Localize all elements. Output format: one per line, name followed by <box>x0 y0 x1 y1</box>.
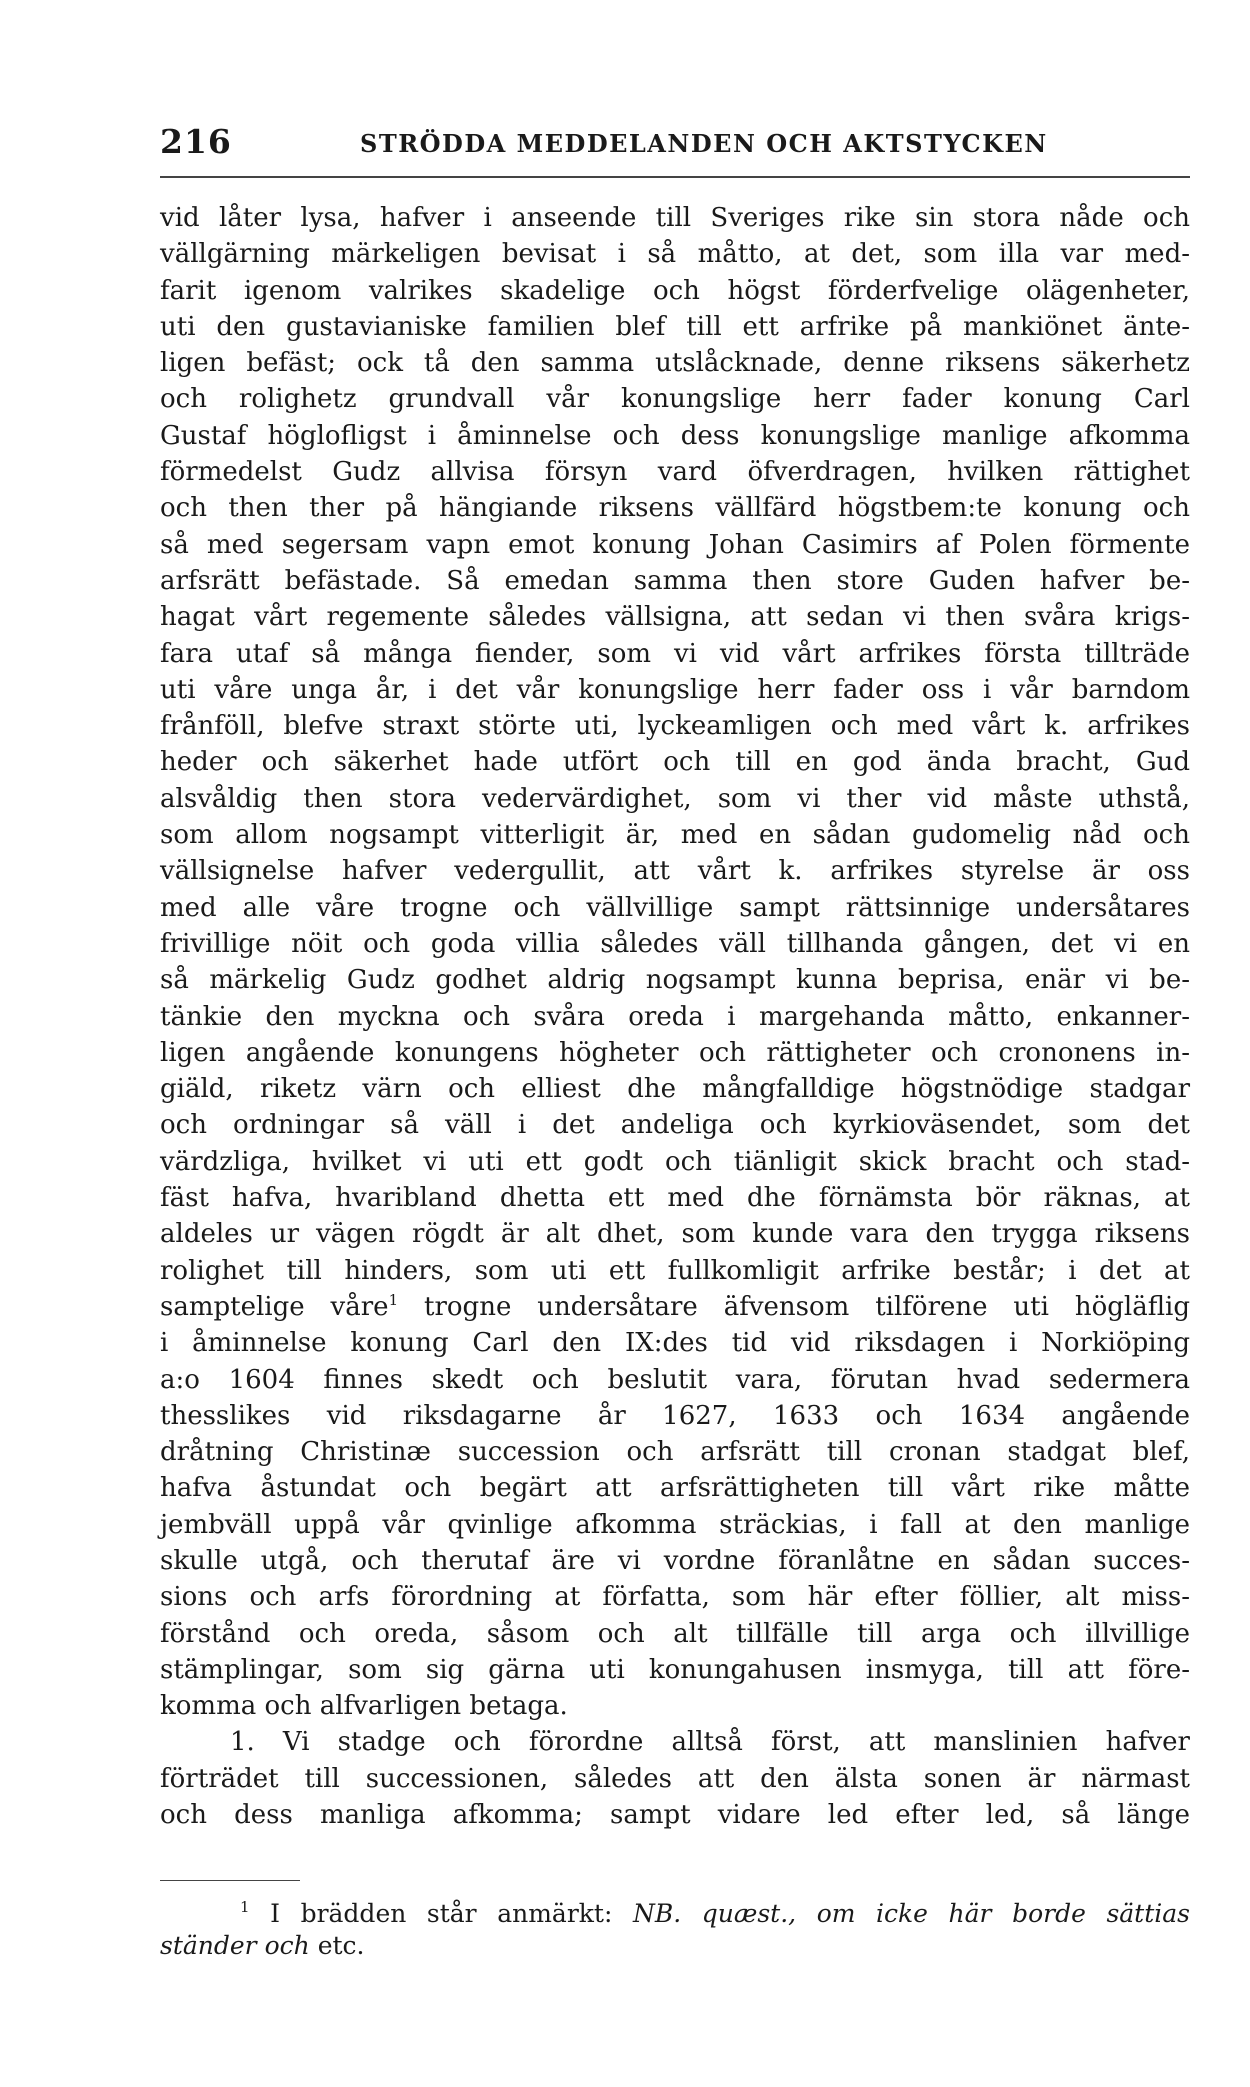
footnote-marker: 1 <box>240 1898 250 1916</box>
text-line: och ordningar så väll i det andeliga och kyrkioväsendet, som det <box>160 1110 1190 1141</box>
text-line: ligen befäst; ock tå den samma utslåcknade, denne riksens säkerhetz <box>160 348 1190 379</box>
paragraph-2-line: förträdet till successionen, således att den älsta sonen är närmast <box>160 1763 1190 1794</box>
footnote-italic: NB. quæst., om icke här borde sättias <box>632 1899 1190 1928</box>
page-header <box>160 118 1190 166</box>
text-line: så med segersam vapn emot konung Johan Casimirs af Polen förmente <box>160 529 1190 560</box>
text-line: alsvåldig then stora vedervärdighet, som vi ther vid måste uthstå, <box>160 783 1190 814</box>
footnote-lead: I brädden står anmärkt: <box>270 1899 613 1928</box>
header-rule <box>160 176 1190 178</box>
running-head: STRÖDDA MEDDELANDEN OCH AKTSTYCKEN <box>360 129 1048 158</box>
text-line: vid låter lysa, hafver i anseende till Sveriges rike sin stora nåde och <box>160 203 1190 233</box>
paragraph-2-line: 1. Vi stadge och förordne alltså först, att manslinien hafver <box>230 1727 1190 1758</box>
text-line: frivillige nöit och goda villia således väll tillhanda gången, det vi en <box>160 928 1190 959</box>
footnote <box>160 1898 1190 1962</box>
text-line: arfsrätt befästade. Så emedan samma then store Guden hafver be- <box>160 565 1190 596</box>
text-line: komma och alfvarligen betaga. <box>160 1691 568 1722</box>
text-line: ligen angående konungens högheter och rättigheter och crononens in- <box>160 1037 1190 1068</box>
text-line: vällgärning märkeligen bevisat i så måtto, at det, som illa var med- <box>160 239 1190 270</box>
text-line: som allom nogsampt vitterligit är, med en sådan gudomelig nåd och <box>160 820 1190 851</box>
text-line: stämplingar, som sig gärna uti konungahusen insmyga, till att före- <box>160 1654 1190 1685</box>
footnote-line-1 <box>160 1898 1190 1930</box>
text-line: hagat vårt regemente således vällsigna, att sedan vi then svåra krigs- <box>160 602 1190 633</box>
line-rest: trogne undersåtare äfvensom tilförene uti högläflig <box>424 1291 1190 1322</box>
text-line-with-footnote <box>160 1289 1190 1325</box>
text-line: uti den gustavianiske familien blef till ett arfrike på mankiönet änte- <box>160 311 1190 342</box>
page-number: 216 <box>160 122 232 161</box>
text-line: sions och arfs förordning at författa, som här efter föllier, alt miss- <box>160 1582 1190 1613</box>
text-line: heder och säkerhet hade utfört och till en god ända bracht, Gud <box>160 747 1190 778</box>
text-line: fäst hafva, hvaribland dhetta ett med dhe förnämsta bör räknas, at <box>160 1183 1190 1214</box>
text-line: frånföll, blefve straxt störte uti, lyckeamligen och med vårt k. arfrikes <box>160 711 1190 742</box>
footnote-italic-2: ständer och <box>160 1931 310 1960</box>
text-line: fara utaf så många fiender, som vi vid vårt arfrikes första tillträde <box>160 638 1190 669</box>
text-line: med alle våre trogne och vällvillige sampt rättsinnige undersåtares <box>160 892 1190 923</box>
text-line: och then ther på hängiande riksens vällfärd högstbem:te konung och <box>160 493 1190 524</box>
text-line: giäld, riketz värn och elliest dhe mångfalldige högstnödige stadgar <box>160 1074 1190 1105</box>
text-line: så märkelig Gudz godhet aldrig nogsampt kunna beprisa, enär vi be- <box>160 965 1190 996</box>
text-line: dråtning Christinæ succession och arfsrätt till cronan stadgat blef, <box>160 1437 1190 1468</box>
text-line: förstånd och oreda, såsom och alt tillfälle till arga och illvillige <box>160 1618 1190 1649</box>
text-line: och rolighetz grundvall vår konungslige herr fader konung Carl <box>160 384 1190 415</box>
footnote-line-2 <box>160 1930 1190 1962</box>
text-line: förmedelst Gudz allvisa försyn vard öfverdragen, hvilken rättighet <box>160 457 1190 488</box>
text-line: hafva åstundat och begärt att arfsrättigheten till vårt rike måtte <box>160 1473 1190 1504</box>
text-line: skulle utgå, och therutaf äre vi vordne föranlåtne en sådan succes- <box>160 1545 1190 1576</box>
text-line: uti våre unga år, i det vår konungslige herr fader oss i vår barndom <box>160 674 1190 705</box>
text-line: rolighet till hinders, som uti ett fullkomligit arfrike består; i det at <box>160 1255 1190 1286</box>
text-line: i åminnelse konung Carl den IX:des tid vid riksdagen i Norkiöping <box>160 1328 1190 1359</box>
text-line: värdzliga, hvilket vi uti ett godt och tiänligit skick bracht och stad- <box>160 1146 1190 1177</box>
footnote-reference: 1 <box>388 1290 399 1309</box>
footnote-rule <box>160 1880 300 1881</box>
footnote-tail: etc. <box>317 1931 365 1960</box>
text-line: farit igenom valrikes skadelige och högst förderfvelige olägenheter, <box>160 275 1190 306</box>
text-line: jembväll uppå vår qvinlige afkomma sträckias, i fall at den manlige <box>160 1509 1190 1540</box>
text-line: vällsignelse hafver vedergullit, att vårt k. arfrikes styrelse är oss <box>160 856 1190 887</box>
paragraph-2-line: och dess manliga afkomma; sampt vidare led efter led, så länge <box>160 1800 1190 1831</box>
text-line: tänkie den myckna och svåra oreda i margehanda måtto, enkanner- <box>160 1001 1190 1032</box>
text-line: aldeles ur vägen rögdt är alt dhet, som kunde vara den trygga riksens <box>160 1219 1190 1250</box>
body-text <box>160 200 1190 1833</box>
text-line: a:o 1604 finnes skedt och beslutit vara, förutan hvad sedermera <box>160 1364 1190 1395</box>
line-start: samptelige våre <box>160 1291 389 1322</box>
text-line: thesslikes vid riksdagarne år 1627, 1633 och 1634 angående <box>160 1400 1190 1431</box>
text-line: Gustaf höglofligst i åminnelse och dess konungslige manlige afkomma <box>160 420 1190 451</box>
